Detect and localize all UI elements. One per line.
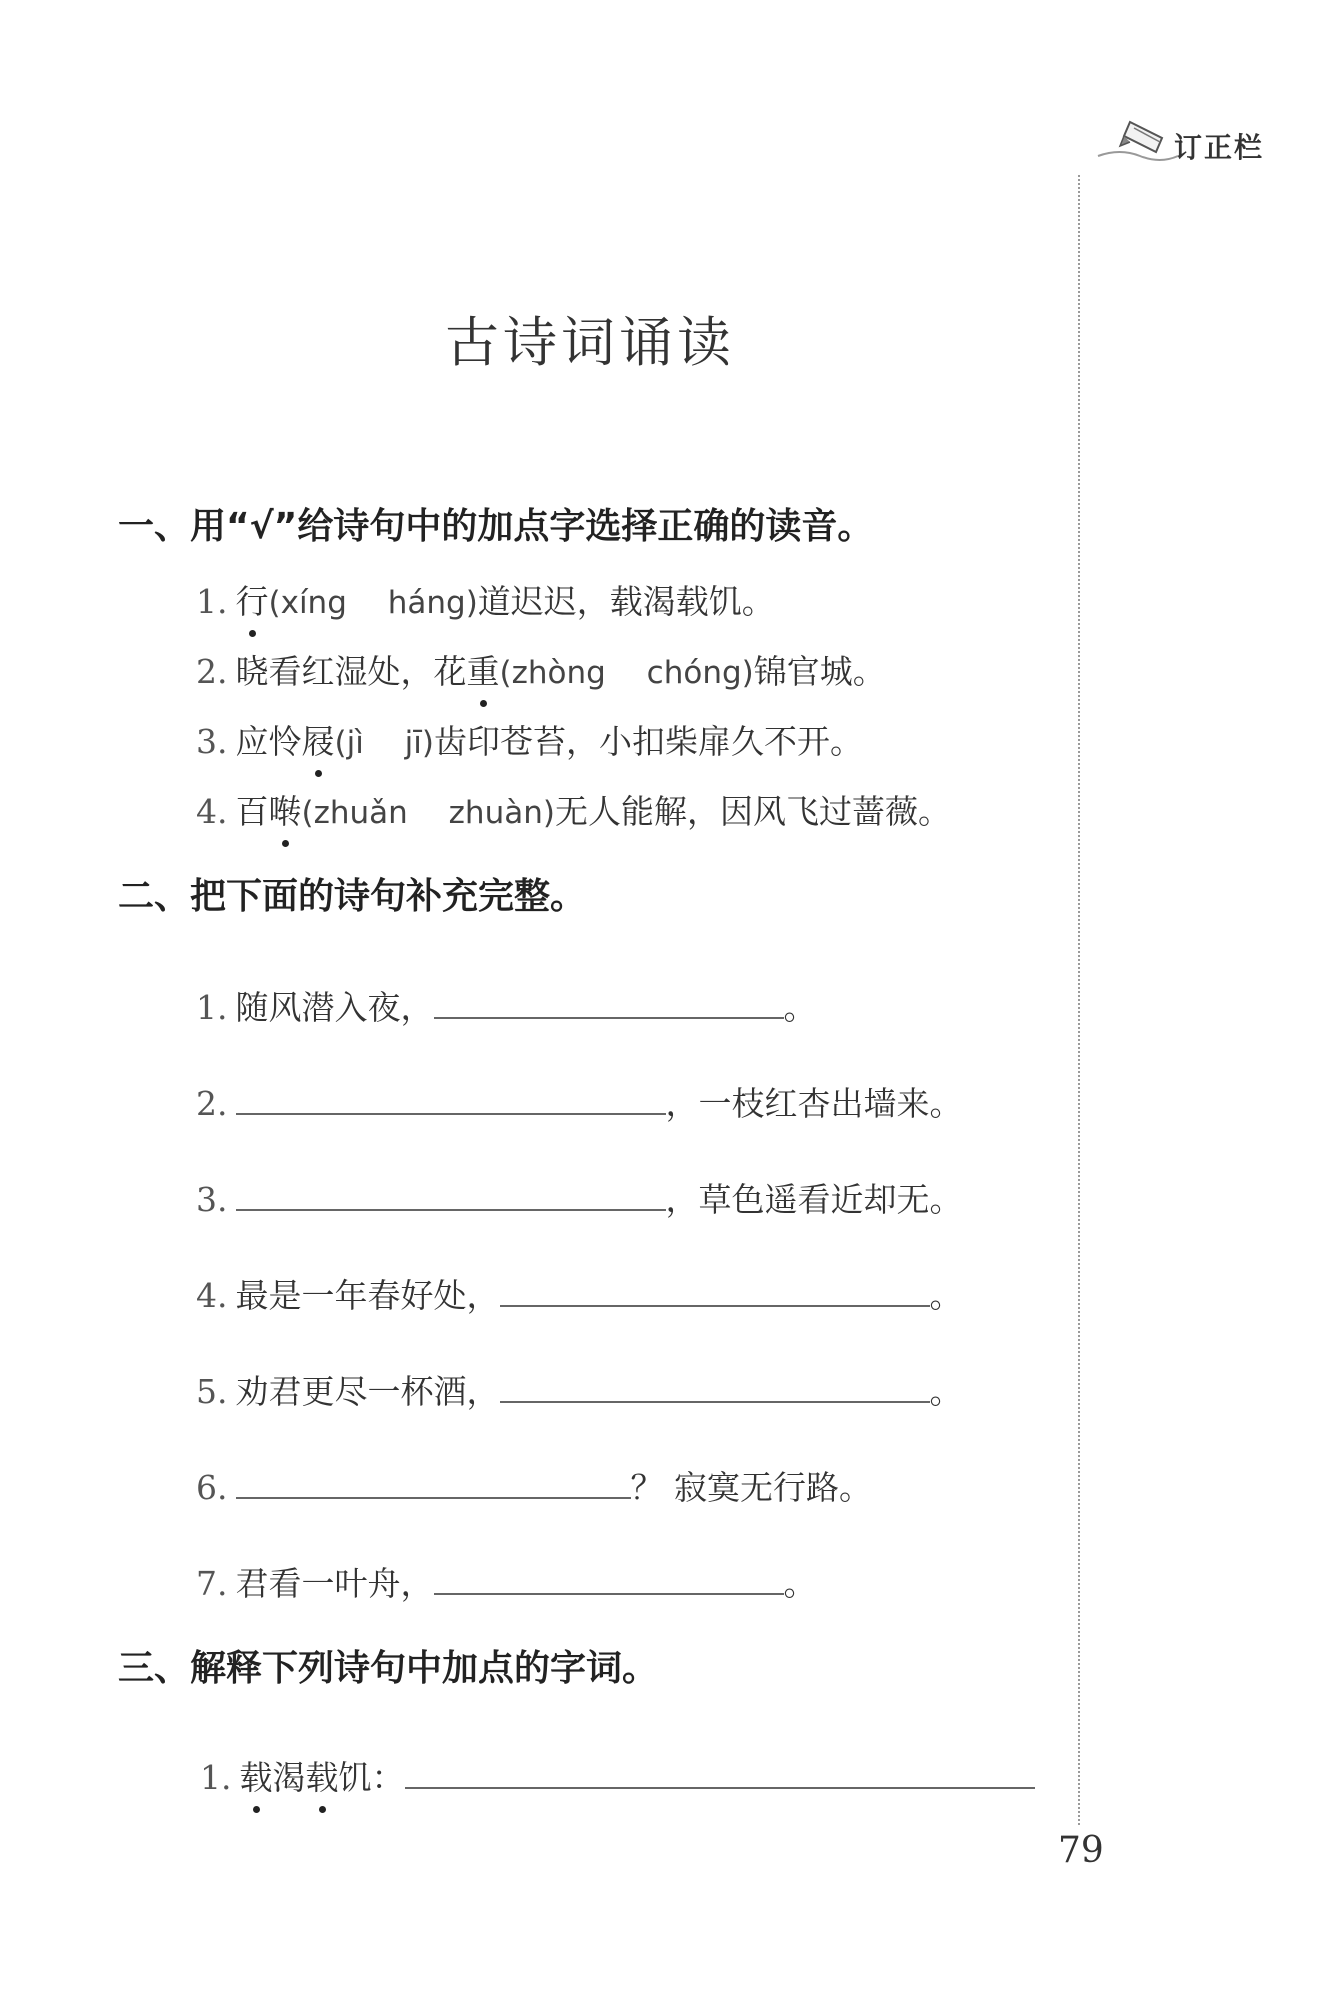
answer-blank[interactable] (434, 1563, 784, 1595)
section-3-heading: 三、解释下列诗句中加点的字词。 (118, 1648, 659, 1689)
dotted-char: 重 (467, 646, 500, 693)
dotted-char: 屐 (302, 716, 335, 763)
dotted-char: 载 (240, 1752, 273, 1799)
section-2-item-6: 6. ？ 寂寞无行路。 (196, 1468, 872, 1507)
section-2-item-4: 4. 最是一年春好处， 。 (196, 1276, 963, 1315)
dotted-char: 行 (236, 576, 269, 623)
section-1-item-1: 1. 行(xíng háng)道迟迟，载渴载饥。 (196, 576, 775, 623)
answer-blank[interactable] (500, 1275, 930, 1307)
pencil-icon (1090, 112, 1180, 168)
section-2-item-5: 5. 劝君更尽一杯酒， 。 (196, 1372, 963, 1411)
section-2-item-7: 7. 君看一叶舟， 。 (196, 1564, 817, 1603)
section-3-item-1: 1. 载渴载饥： (200, 1752, 1035, 1799)
answer-blank[interactable] (236, 1083, 666, 1115)
answer-blank[interactable] (236, 1467, 631, 1499)
pinyin-options[interactable]: (jì jī) (334, 725, 434, 761)
section-1-item-2: 2. 晓看红湿处，花重(zhòng chóng)锦官城。 (196, 646, 886, 693)
section-2-item-1: 1. 随风潜入夜， 。 (196, 988, 817, 1027)
section-1-heading: 一、用“√”给诗句中的加点字选择正确的读音。 (118, 506, 874, 547)
correction-column-label: 订正栏 (1174, 131, 1265, 164)
correction-divider (1078, 175, 1080, 1825)
page-title: 古诗词诵读 (445, 311, 735, 374)
dotted-char: 载 (306, 1752, 339, 1799)
answer-blank[interactable] (500, 1371, 930, 1403)
section-2-item-2: 2. ，一枝红杏出墙来。 (196, 1084, 963, 1123)
answer-blank[interactable] (405, 1757, 1035, 1789)
section-1-item-3: 3. 应怜屐(jì jī)齿印苍苔，小扣柴扉久不开。 (196, 716, 863, 763)
pinyin-options[interactable]: (zhòng chóng) (499, 655, 754, 691)
dotted-char: 啭 (269, 786, 302, 833)
answer-blank[interactable] (434, 987, 784, 1019)
correction-column-header (1090, 112, 1322, 168)
pinyin-options[interactable]: (zhuǎn zhuàn) (301, 795, 555, 831)
section-1-item-4: 4. 百啭(zhuǎn zhuàn)无人能解，因风飞过蔷薇。 (196, 786, 951, 833)
pinyin-options[interactable]: (xíng háng) (268, 585, 478, 621)
section-2-heading: 二、把下面的诗句补充完整。 (118, 876, 587, 917)
section-2-item-3: 3. ，草色遥看近却无。 (196, 1180, 963, 1219)
page-number: 79 (1058, 1830, 1104, 1871)
answer-blank[interactable] (236, 1179, 666, 1211)
